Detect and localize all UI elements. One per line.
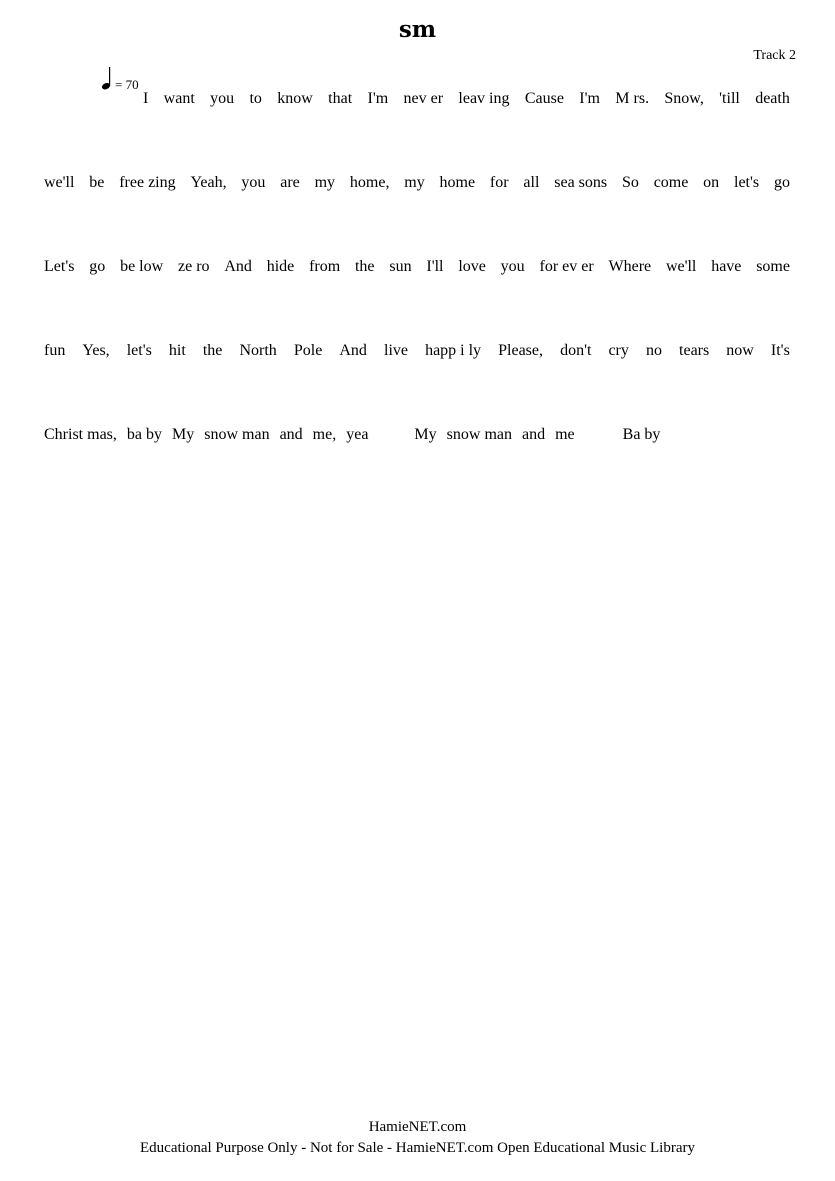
lyric-syllable: North: [239, 342, 277, 359]
lyric-syllable: free zing: [119, 174, 176, 191]
lyric-syllable: we'll: [665, 258, 697, 275]
lyric-syllable: Yes,: [82, 342, 110, 359]
lyric-syllable: hide: [266, 258, 295, 275]
lyric-syllable: and: [279, 426, 303, 443]
lyric-syllable: Where: [608, 258, 652, 275]
footer-site: HamieNET.com: [368, 1119, 467, 1135]
lyric-syllable: happ i ly: [425, 342, 482, 359]
lyric-line-3: [44, 258, 790, 276]
lyric-syllable: we'll: [44, 174, 75, 191]
lyric-syllable: you: [241, 174, 266, 191]
track-label: Track 2: [753, 48, 796, 63]
lyric-syllable: for ev er: [539, 258, 594, 275]
score-title: sm: [398, 16, 437, 43]
lyric-syllable: now: [726, 342, 754, 359]
lyric-syllable: My: [414, 426, 437, 443]
lyric-syllable: and: [521, 426, 546, 443]
lyric-syllable: Snow,: [664, 90, 704, 107]
lyric-syllable: sea sons: [554, 174, 608, 191]
tempo-value: = 70: [115, 77, 139, 92]
lyric-syllable: sun: [389, 258, 412, 275]
lyric-syllable: on: [703, 174, 720, 191]
lyric-syllable: So: [621, 174, 639, 191]
lyric-syllable: ze ro: [177, 258, 210, 275]
lyric-syllable: let's: [734, 174, 760, 191]
lyric-syllable: want: [163, 90, 195, 107]
lyric-syllable: for: [489, 174, 509, 191]
lyric-syllable: home,: [349, 174, 390, 191]
lyric-syllable: snow man: [204, 426, 270, 443]
lyric-syllable: ba by: [126, 426, 162, 443]
tempo-marking: [101, 66, 139, 90]
lyric-syllable: Please,: [498, 342, 543, 359]
lyric-syllable: all: [523, 174, 540, 191]
lyric-syllable: love: [458, 258, 486, 275]
lyric-syllable: I'll: [426, 258, 444, 275]
lyric-line-1: [143, 90, 790, 108]
lyric-line-2: [44, 174, 790, 192]
footer-notice: Educational Purpose Only - Not for Sale - HamieNET.com Open Educational Music Library: [140, 1140, 695, 1156]
lyric-syllable: fun: [44, 342, 66, 359]
lyric-syllable: tears: [679, 342, 710, 359]
lyric-syllable: to: [249, 90, 262, 107]
lyric-syllable: And: [339, 342, 367, 359]
lyric-syllable: home: [439, 174, 476, 191]
lyric-syllable: come: [653, 174, 689, 191]
lyric-syllable: M rs.: [615, 90, 650, 107]
lyric-syllable: no: [645, 342, 662, 359]
lyric-syllable: know: [277, 90, 313, 107]
lyric-syllable: cry: [608, 342, 629, 359]
lyric-line-5: [44, 426, 790, 444]
lyric-syllable: you: [210, 90, 235, 107]
lyric-syllable: are: [280, 174, 300, 191]
lyric-syllable: It's: [770, 342, 790, 359]
lyric-syllable: Let's: [44, 258, 75, 275]
lyric-syllable: yea: [346, 426, 369, 443]
lyric-syllable: I'm: [367, 90, 389, 107]
lyric-syllable: have: [711, 258, 742, 275]
lyric-syllable: nev er: [403, 90, 444, 107]
lyric-syllable: that: [328, 90, 353, 107]
lyric-syllable: Cause: [524, 90, 564, 107]
lyric-syllable: death: [755, 90, 790, 107]
lyric-syllable: Ba by: [622, 426, 661, 443]
lyric-syllable: go: [89, 258, 106, 275]
lyric-syllable: I: [143, 90, 149, 107]
lyric-syllable: hit: [168, 342, 186, 359]
lyric-syllable: I'm: [579, 90, 600, 107]
lyric-syllable: some: [756, 258, 790, 275]
lyric-line-4: [44, 342, 790, 360]
lyric-syllable: snow man: [446, 426, 512, 443]
lyric-syllable: live: [384, 342, 408, 359]
lyric-syllable: the: [354, 258, 375, 275]
lyric-syllable: leav ing: [458, 90, 510, 107]
lyric-syllable: you: [500, 258, 525, 275]
lyric-syllable: be low: [120, 258, 164, 275]
lyric-syllable: And: [224, 258, 252, 275]
lyric-syllable: Pole: [293, 342, 323, 359]
lyric-syllable: the: [202, 342, 223, 359]
lyric-syllable: don't: [560, 342, 592, 359]
lyric-syllable: go: [773, 174, 790, 191]
lyric-syllable: my: [314, 174, 336, 191]
lyric-syllable: be: [89, 174, 105, 191]
lyric-syllable: me: [555, 426, 575, 443]
lyric-syllable: from: [309, 258, 341, 275]
lyric-syllable: My: [172, 426, 195, 443]
lyric-syllable: me,: [312, 426, 337, 443]
lyric-syllable: my: [404, 174, 425, 191]
lyric-syllable: Yeah,: [190, 174, 227, 191]
lyric-syllable: let's: [126, 342, 152, 359]
lyric-syllable: 'till: [719, 90, 740, 107]
lyric-syllable: Christ mas,: [44, 426, 117, 443]
quarter-note-icon: [101, 66, 113, 90]
